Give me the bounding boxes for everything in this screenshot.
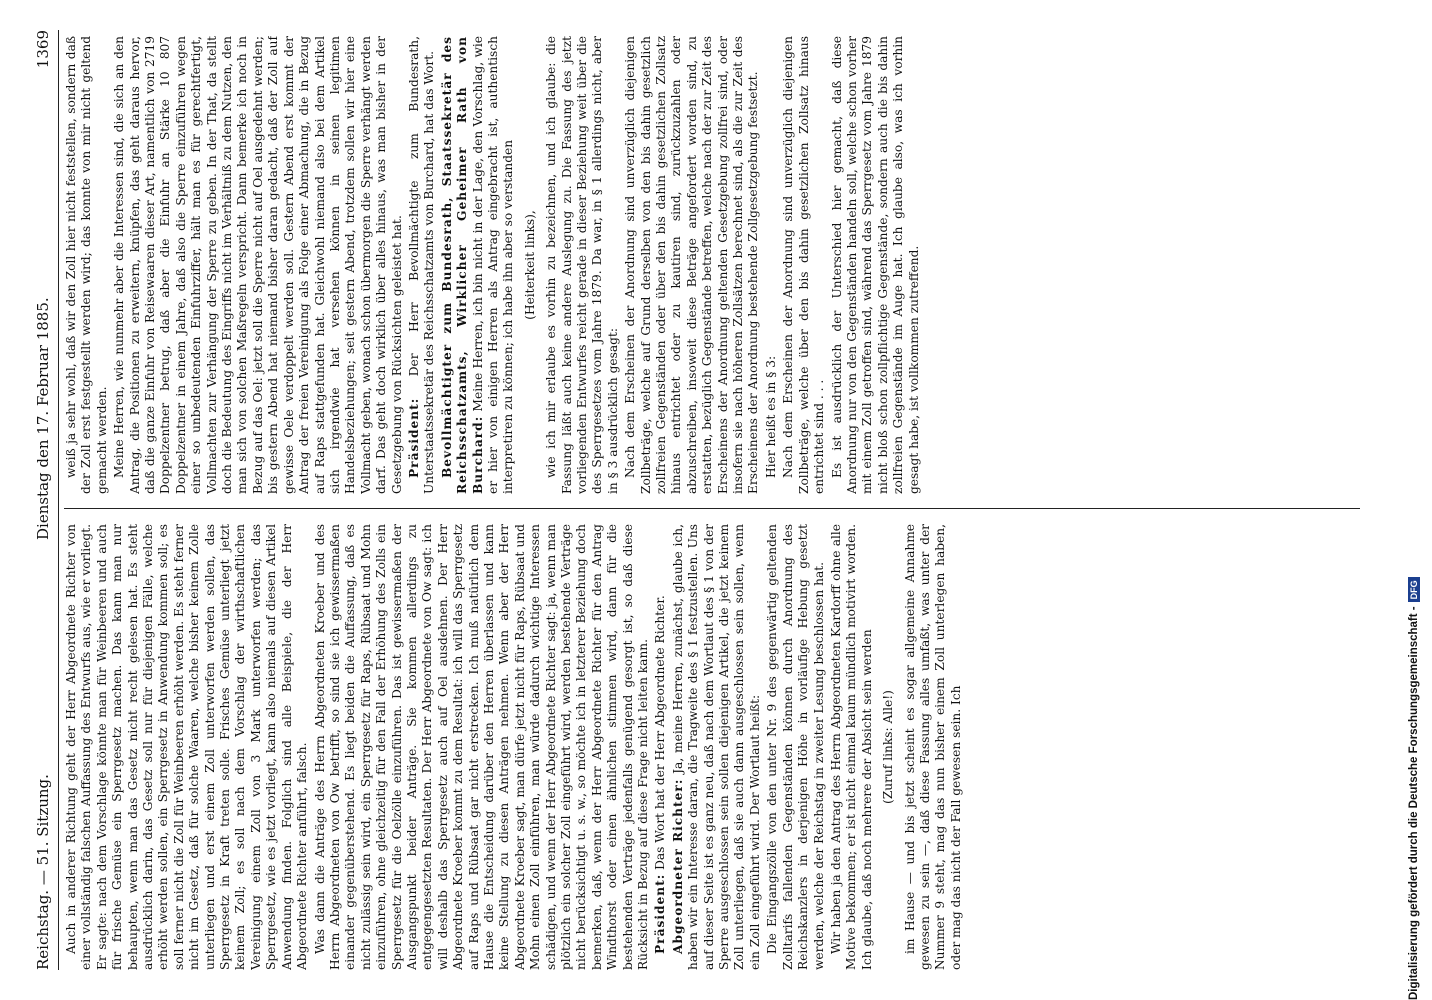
paragraph: Was dann die Anträge des Herrn Abgeordneten Kroeber und des Herrn Abgeordneten von Ow betrifft, so sind sie ich gewissermaßen einander gegenüberstehend. Es liegt beiden die Auffassung, daß es nicht zulässig sein wird, ein Sperrgesetz für Raps, Rübsaat und Mohn einzuführen, ohne gleichzeitig für den Fall der Erhöhung des Zolls ein Sperrgesetz für die Oelzölle einzuführen. Das ist gewissermaßen der Ausgangspunkt beider Anträge. Sie kommen allerdings zu entgegengesetzten Resultaten. Der Herr Abgeordnete von Ow sagt: ich will deshalb das Sperrgesetz auch auf Oel ausdehnen. Der Herr Abgeordnete Kroeber kommt zu dem Resultat: ich will das Sperrgesetz auf Raps und Rübsaat gar nicht erstrecken. Ich muß natürlich dem Hause die Entscheidung darüber den Herren überlassen und kann keine Stellung zu diesen Anträgen nehmen. Wenn aber der Herr Abgeordnete Kroeber sagt, man dürfe jetzt nicht für Raps, Rübsaat und Mohn einen Zoll einführen, man würde dadurch wichtige Interessen schädigen, und wenn der Herr Abgeordnete Richter sagt: ja, wenn man plötzlich ein solcher Zoll eingeführt wird, werden bestehende Verträge nicht berücksichtigt u. s. w., so möchte ich in letzterer Beziehung doch bemerken, daß, wenn der Herr Abgeordnete Richter für den Antrag Windthorst oder einen ähnlichen stimmen wird, dann für die bestehenden Verträge jedenfalls genügend gesorgt ist, so daß diese Rücksicht in Bezug auf diese Frage nicht leiten kann. [312, 524, 651, 970]
page-header [28, 30, 58, 970]
left-column [64, 524, 1360, 970]
speech-text: Das Wort hat der Herr Abgeordnete Richter. [653, 595, 668, 870]
paragraph: Auch in anderer Richtung geht der Herr Abgeordnete Richter von einer vollständig falschen Auffassung des Entwurfs aus, wie er vorliegt. Er sagte: nach dem Vorschlage könnte man für Weinbeeren und auch für frische Gemüse ein Sperrgesetz machen. Das kann man nur behaupten, wenn man das Gesetz nicht recht gelesen hat. Es steht ausdrücklich darin, das Gesetz soll nur für diejenigen Fälle, welche erhöht werden sollen, ein Sperrgesetz in Anwendung kommen soll; es soll ferner nicht die Zoll für Weinbeeren erhöht werden. Es steht ferner nicht im Gesetz, daß für solche Waaren, welche bisher keinem Zolle unterliegen und erst einem Zoll unterworfen werden sollen, das Sperrgesetz in Kraft treten solle. Frisches Gemüse unterliegt jetzt keinem Zoll; es soll nach dem Vorschlag der wirthschaftlichen Vereinigung einem Zoll von 3 Mark unterworfen werden; das Sperrgesetz, wie es jetzt vorliegt, kann also niemals auf diesen Artikel Anwendung finden. Folglich sind alle Beispiele, die der Herr Abgeordnete Richter anführt, falsch. [64, 524, 310, 970]
speaker-name: Abgeordneter Richter: [670, 778, 685, 954]
speech-paragraph [653, 524, 668, 970]
paragraph: Wir haben ja den Antrag des Herrn Abgeordneten Kardorff ohne alle Motive bekommen; er ist nicht einmal kaum mündlich motivirt worden. Ich glaube, daß noch mehrere der Absicht sein werden [828, 524, 874, 970]
speech-text: Meine Herren, ich bin nicht in der Lage, den Vorschlag, wie er hier von einigen Herren als Antrag eingebracht ist, authentisch interpretiren zu können; ich habe ihn aber so verstanden [470, 36, 516, 494]
digitization-credit [1408, 577, 1420, 1000]
paragraph: Meine Herren, wie nunmehr aber die Interessen sind, die sich an den Antrag, die Positionen zu erweitern, knüpfen, das geht daraus hervor, daß die ganze Einfuhr von Reisewaaren dieser Art, namentlich von 2719 Doppelzentner betrug, daß aber die Einfuhr an Stärke 10 807 Doppelzentner in einem Jahre, daß also die Sperre einzuführen wegen einer so unbedeutenden Einfuhrziffer, hält man es für gerechtfertigt, Vollmachten zur Verhängung der Sperre zu geben. In der That, da stellt doch die Bedeutung des Eingriffs nicht im Verhältniß zu dem Nutzen, den man sich von solchen Maßregeln verspricht. Dann bemerke ich noch in Bezug auf das Oel: jetzt soll die Sperre nicht auf Oel ausgedehnt werden; bis gestern Abend hat niemand bisher daran gedacht, daß der Zoll auf gewisse Oele verdoppelt werden soll. Gestern Abend erst kommt der Antrag der freien Vereinigung als Folge einer Abmachung, die in Bezug auf Raps stattgefunden hat. Gleichwohl niemand also bei dem Artikel sich irgendwie hat versehen können in seinen legitimen Handelsbeziehungen; seit gestern Abend, trotzdem sollen wir hier eine Vollmacht geben, wonach schon übermorgen die Sperre verhängt werden darf. Das geht doch wirklich über alles hinaus, was man bisher in der Gesetzgebung von Rücksichten geleistet hat. [112, 36, 404, 494]
interjection: (Zuruf links: Alle!) [881, 690, 896, 804]
speaker-name: Präsident: [653, 873, 668, 954]
paragraph: Hier heißt es in § 3: [763, 355, 778, 478]
column-divider [64, 508, 1360, 509]
header-session: Reichstag. — 51. Sitzung. [34, 774, 52, 970]
page-number: 1369 [34, 30, 52, 69]
speech-text: Ja, meine Herren, zunächst, glaube ich, haben wir ein Interesse daran, die Tragweite des § 1 festzustellen. Uns auf dieser Seite ist es ganz neu, daß nach dem Wortlaut des § 1 von der Sperre ausgeschlossen sein sollen diejenigen Artikel, die jetzt keinem Zoll unterliegen, daß sie auch dann ausgeschlossen sein sollen, wenn ein Zoll eingeführt wird. Der Wortlaut heißt: [670, 524, 762, 970]
paragraph: im Hause — und bis jetzt scheint es sogar allgemeine Annahme gewesen zu sein —, daß diese Fassung alles umfaßt, was unter der Nummer 9 steht, mag das nun bisher einem Zoll unterlegen haben, oder mag das nicht der Fall gewesen sein. Ich [902, 524, 963, 970]
interjection: (Heiterkeit links), [522, 210, 537, 320]
speech-paragraph [440, 36, 517, 494]
credit-text: Digitalisierung gefördert durch die Deutsche Forschungsgemeinschaft - [1408, 606, 1421, 1000]
speech-paragraph [407, 36, 438, 494]
speaker-name: Bevollmächtigter zum Bundesrath, Staatssekretär des Reichsschatzamts, Wirklicher Geheimer Rath von Burchard: [439, 36, 485, 494]
paragraph: Nach dem Erscheinen der Anordnung sind unverzüglich diejenigen Zollbeträge, welche auf Grund derselben von den bis dahin gesetzlich zollfreien Gegenständen oder über den bis dahin gesetzlichen Zollsatz hinaus entrichtet oder zu kautiren sind, zurückzuzahlen oder abzuschreiben, insoweit diese Beträge angefordert worden sind, zu erstatten, bezüglich Gegenstände betreffen, welche nach der zur Zeit des Erscheinens der Anordnung geltenden Gesetzgebung zollfrei sind, oder insofern sie nach höheren Zollsätzen berechnet sind, als die zur Zeit des Erscheinens der Anordnung bestehende Zollgesetzgebung festsetzt. [623, 36, 761, 494]
speaker-name: Präsident: [406, 397, 421, 478]
header-date: Dienstag den 17. Februar 1885. [34, 297, 52, 540]
paragraph: Nach dem Erscheinen der Anordnung sind unverzüglich diejenigen Zollbeträge, welche über den bis dahin gesetzlichen Zollsatz hinaus entrichtet sind . . . [781, 36, 827, 494]
paragraph: weiß ja sehr wohl, daß wir den Zoll hier nicht feststellen, sondern daß der Zoll erst festgestellt werden wird; das konnte von mir nicht geltend gemacht werden. [64, 36, 109, 494]
speech-paragraph [671, 524, 763, 970]
header-rule [58, 30, 59, 970]
dfg-logo: DFG [1408, 577, 1420, 602]
paragraph: Es ist ausdrücklich der Unterschied hier gemacht, daß diese Anordnung nur von den Gegenständen handeln soll, welche schon vorher mit einem Zoll getroffen sind, während das Sperrgesetz vom Jahre 1879 nicht bloß schon zollpflichtige Gegenstände, sondern auch die bis dahin zollfreien Gegenstände im Auge hat. Ich glaube also, was ich vorhin gesagt habe, ist vollkommen zutreffend. [829, 36, 921, 494]
speech-text: Der Herr Bevollmächtigte zum Bundesrath, Unterstaatssekretär des Reichsschatzamts von Burchard, hat das Wort. [406, 36, 437, 494]
paragraph: wie ich mir erlaube es vorhin zu bezeichnen, und ich glaube: die Fassung läßt auch keine andere Auslegung zu. Die Fassung des jetzt vorliegenden Entwurfes reicht gerade in dieser Beziehung weit über die des Sperrgesetzes vom Jahre 1879. Da war, in § 1 allerdings nicht, aber in § 3 ausdrücklich gesagt: [544, 36, 620, 494]
right-column [64, 36, 1360, 494]
paragraph: Die Eingangszölle von den unter Nr. 9 des gegenwärtig geltenden Zolltarifs fallenden Gegenständen können durch Anordnung des Reichskanzlers in derjenigen Höhe in vorläufige Hebung gesetzt werden, welche der Reichstag in zweiter Lesung beschlossen hat. [765, 524, 826, 970]
